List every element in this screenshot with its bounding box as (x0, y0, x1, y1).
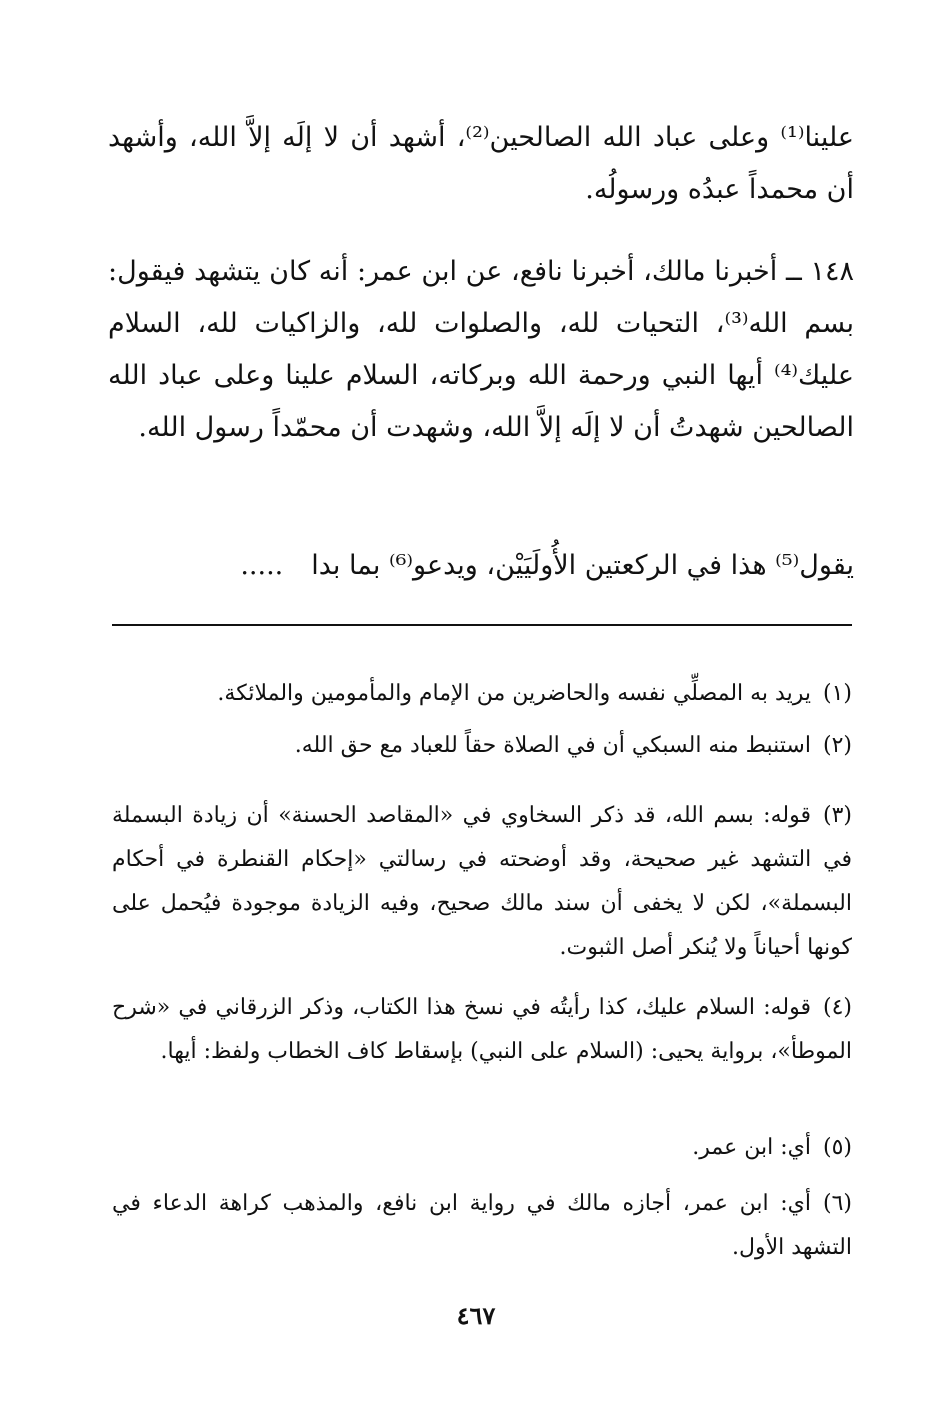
footnote-4 (112, 986, 852, 1074)
footnote-separator-rule (112, 624, 852, 626)
footnote-number: (١) (822, 681, 852, 706)
ellipsis-dots: ..... (240, 550, 284, 581)
footnote-number: (٢) (822, 733, 852, 758)
footnote-number: (٥) (822, 1135, 852, 1160)
footnote-6 (112, 1182, 852, 1270)
main-paragraph-hadith-148: ١٤٨ ــ أخبرنا مالك، أخبرنا نافع، عن ابن عمر: أنه كان يتشهد فيقول: بسم الله⁽³⁾، التحيات لله، والصلوات لله، والزاكيات لله، السلام عليك⁽⁴⁾ أيها النبي ورحمة الله وبركاته، السلام علينا وعلى عباد الله الصالحين شهدتُ أن لا إلَه إلاَّ الله، وشهدت أن محمّداً رسول الله. (108, 256, 854, 443)
footnote-5 (112, 1126, 852, 1170)
footnote-number: (٦) (822, 1191, 852, 1216)
footnote-text: قوله: السلام عليك، كذا رأيتُه في نسخ هذا الكتاب، وذكر الزرقاني في «شرح الموطأ»، برواية يحيى: (السلام على النبي) بإسقاط كاف الخطاب ولفظ: أيها. (112, 995, 852, 1064)
footnote-text: استنبط منه السبكي أن في الصلاة حقاً للعباد مع حق الله. (294, 733, 811, 758)
main-paragraph-3-text: يقول⁽⁵⁾ هذا في الركعتين الأُولَيَيْن، ويدعو⁽⁶⁾ بما بدا (311, 550, 854, 581)
footnote-text: يريد به المصلِّي نفسه والحاضرين من الإمام والمأمومين والملائكة. (217, 681, 811, 706)
footnote-2 (112, 724, 852, 768)
footnote-text: أي: ابن عمر. (692, 1135, 811, 1160)
footnote-number: (٤) (822, 995, 852, 1020)
footnote-text: أي: ابن عمر، أجازه مالك في رواية ابن نافع، والمذهب كراهة الدعاء في التشهد الأول. (112, 1191, 852, 1260)
footnote-1 (112, 672, 852, 716)
footnote-text: قوله: بسم الله، قد ذكر السخاوي في «المقاصد الحسنة» أن زيادة البسملة في التشهد غير صحيحة، وقد أوضحته في رسالتي «إحكام القنطرة في أحكام البسملة»، لكن لا يخفى أن سند مالك صحيح، وفيه الزيادة موجودة فيُحمل على كونها أحياناً ولا يُنكر أصل الثبوت. (112, 803, 852, 960)
page-number: ٤٦٧ (456, 1301, 496, 1330)
footnote-number: (٣) (822, 803, 852, 828)
main-paragraph-1: علينا⁽¹⁾ وعلى عباد الله الصالحين⁽²⁾، أشهد أن لا إلَه إلاَّ الله، وأشهد أن محمداً عبدُه ورسولُه. (108, 122, 855, 205)
main-paragraph-3 (108, 540, 854, 592)
footnote-3 (112, 794, 852, 970)
